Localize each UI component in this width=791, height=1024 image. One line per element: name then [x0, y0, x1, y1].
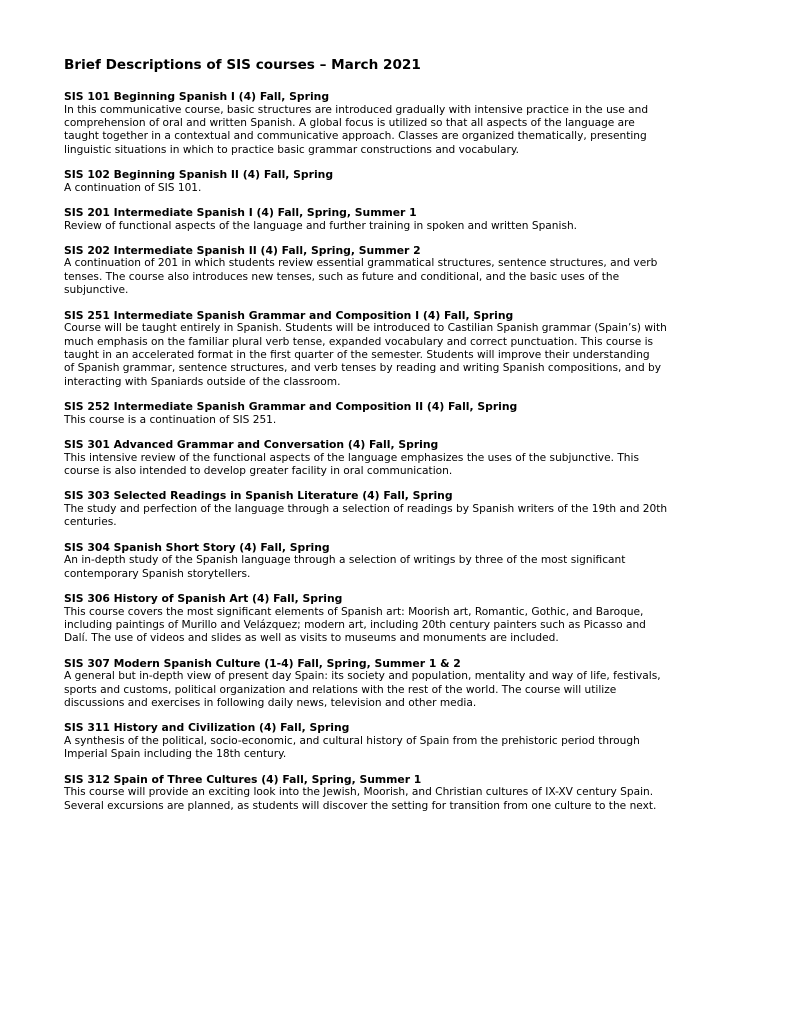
- course-description-line: course is also intended to develop greater facility in oral communication.: [64, 465, 453, 477]
- course-heading: SIS 303 Selected Readings in Spanish Literature (4) Fall, Spring: [64, 489, 453, 503]
- course-description-line: discussions and exercises in following daily news, television and other media.: [64, 697, 477, 710]
- course-heading: SIS 201 Intermediate Spanish I (4) Fall, Spring, Summer 1: [64, 206, 417, 220]
- course-description-line: comprehension of oral and written Spanish. A global focus is utilized so that all aspects of the language are: [64, 116, 635, 129]
- course-description-line: A synthesis of the political, socio-economic, and cultural history of Spain from the prehistoric period through: [64, 734, 640, 747]
- course-entry: [64, 592, 736, 646]
- course-heading: SIS 251 Intermediate Spanish Grammar and Composition I (4) Fall, Spring: [64, 308, 514, 322]
- course-description-line: A continuation of 201 in which students review essential grammatical structures, sentence structures, and verb: [64, 257, 658, 270]
- course-description-line: centuries.: [64, 516, 117, 529]
- course-description: [64, 322, 736, 389]
- course-heading: SIS 202 Intermediate Spanish II (4) Fall, Spring, Summer 2: [64, 243, 421, 257]
- course-description-line: This course will provide an exciting look into the Jewish, Moorish, and Christian cultures of IX-XV century Spain.: [64, 786, 654, 799]
- course-description-line: Review of functional aspects of the language and further training in spoken and written Spanish.: [64, 219, 578, 232]
- course-description-line: contemporary Spanish storytellers.: [64, 567, 251, 580]
- course-description-line: taught together in a contextual and communicative approach. Classes are organized thematically, presenting: [64, 130, 647, 143]
- course-description-line: Imperial Spain including the 18th century.: [64, 748, 287, 761]
- course-description: [64, 257, 736, 297]
- course-entry: [64, 168, 736, 195]
- course-entry: [64, 400, 736, 427]
- course-entry: [64, 721, 736, 761]
- course-description-line: Several excursions are planned, as students will discover the setting for transition from one culture to the next.: [64, 799, 657, 812]
- course-description-line: A general but in-depth view of present day Spain: its society and population, mentality and way of life, festivals,: [64, 670, 661, 683]
- course-entry: [64, 657, 736, 711]
- course-heading: SIS 301 Advanced Grammar and Conversation (4) Fall, Spring: [64, 438, 439, 452]
- course-description: [64, 220, 736, 233]
- course-description: [64, 554, 736, 581]
- course-entry: [64, 244, 736, 298]
- course-heading: SIS 311 History and Civilization (4) Fall, Spring: [64, 721, 350, 735]
- course-list: [64, 90, 736, 813]
- course-entry: [64, 773, 736, 813]
- course-heading: SIS 101 Beginning Spanish I (4) Fall, Spring: [64, 90, 330, 103]
- course-description-line: Dalí. The use of videos and slides as well as visits to museums and monuments are included.: [64, 632, 559, 645]
- course-heading: SIS 304 Spanish Short Story (4) Fall, Spring: [64, 540, 330, 554]
- course-description: [64, 735, 736, 762]
- course-description-line: much emphasis on the familiar plural verb tense, expanded vocabulary and correct punctuation. This course is: [64, 335, 654, 348]
- course-heading: SIS 102 Beginning Spanish II (4) Fall, Spring: [64, 168, 334, 182]
- course-heading: SIS 252 Intermediate Spanish Grammar and Composition II (4) Fall, Spring: [64, 400, 518, 414]
- course-entry: [64, 309, 736, 390]
- course-description: [64, 182, 736, 195]
- course-entry: [64, 90, 736, 157]
- course-description-line: This course is a continuation of SIS 251.: [64, 413, 277, 426]
- course-entry: [64, 541, 736, 581]
- course-description: [64, 414, 736, 427]
- course-heading: SIS 306 History of Spanish Art (4) Fall, Spring: [64, 592, 343, 606]
- course-heading: SIS 307 Modern Spanish Culture (1-4) Fall, Spring, Summer 1 & 2: [64, 656, 461, 670]
- course-description-line: taught in an accelerated format in the first quarter of the semester. Students will improve their understanding: [64, 348, 650, 361]
- course-description-line: of Spanish grammar, sentence structures, and verb tenses by reading and writing Spanish compositions, and by: [64, 362, 662, 375]
- course-heading: SIS 312 Spain of Three Cultures (4) Fall, Spring, Summer 1: [64, 772, 422, 786]
- course-description: [64, 452, 736, 479]
- course-entry: [64, 438, 736, 478]
- course-description-line: subjunctive.: [64, 284, 129, 297]
- course-description-line: interacting with Spaniards outside of the classroom.: [64, 375, 341, 388]
- course-description: [64, 786, 736, 813]
- course-description: [64, 503, 736, 530]
- course-description-line: The study and perfection of the language through a selection of readings by Spanish writers of the 19th and 20th: [64, 502, 668, 515]
- course-description-line: This course covers the most significant elements of Spanish art: Moorish art, Romantic, Gothic, and Baroque,: [64, 605, 644, 618]
- course-description-line: sports and customs, political organization and relations with the rest of the world. The course will utilize: [64, 683, 617, 696]
- document-title: Brief Descriptions of SIS courses – March 2021: [64, 57, 421, 73]
- course-description-line: In this communicative course, basic structures are introduced gradually with intensive practice in the use and: [64, 103, 649, 116]
- course-description-line: Course will be taught entirely in Spanish. Students will be introduced to Castilian Spanish grammar (Spain’s) with: [64, 322, 667, 335]
- course-description-line: including paintings of Murillo and Velázquez; modern art, including 20th century painters such as Picasso and: [64, 618, 646, 631]
- course-entry: [64, 489, 736, 529]
- course-description: [64, 670, 736, 710]
- course-description-line: An in-depth study of the Spanish language through a selection of writings by three of the most significant: [64, 554, 626, 567]
- course-description-line: tenses. The course also introduces new tenses, such as future and conditional, and the basic uses of the: [64, 270, 620, 283]
- course-description: [64, 104, 736, 158]
- course-description: [64, 606, 736, 646]
- course-entry: [64, 206, 736, 233]
- course-description-line: This intensive review of the functional aspects of the language emphasizes the uses of the subjunctive. This: [64, 451, 639, 464]
- course-description-line: A continuation of SIS 101.: [64, 181, 202, 194]
- document-page: [64, 56, 736, 824]
- course-description-line: linguistic situations in which to practice basic grammar constructions and vocabulary.: [64, 143, 520, 156]
